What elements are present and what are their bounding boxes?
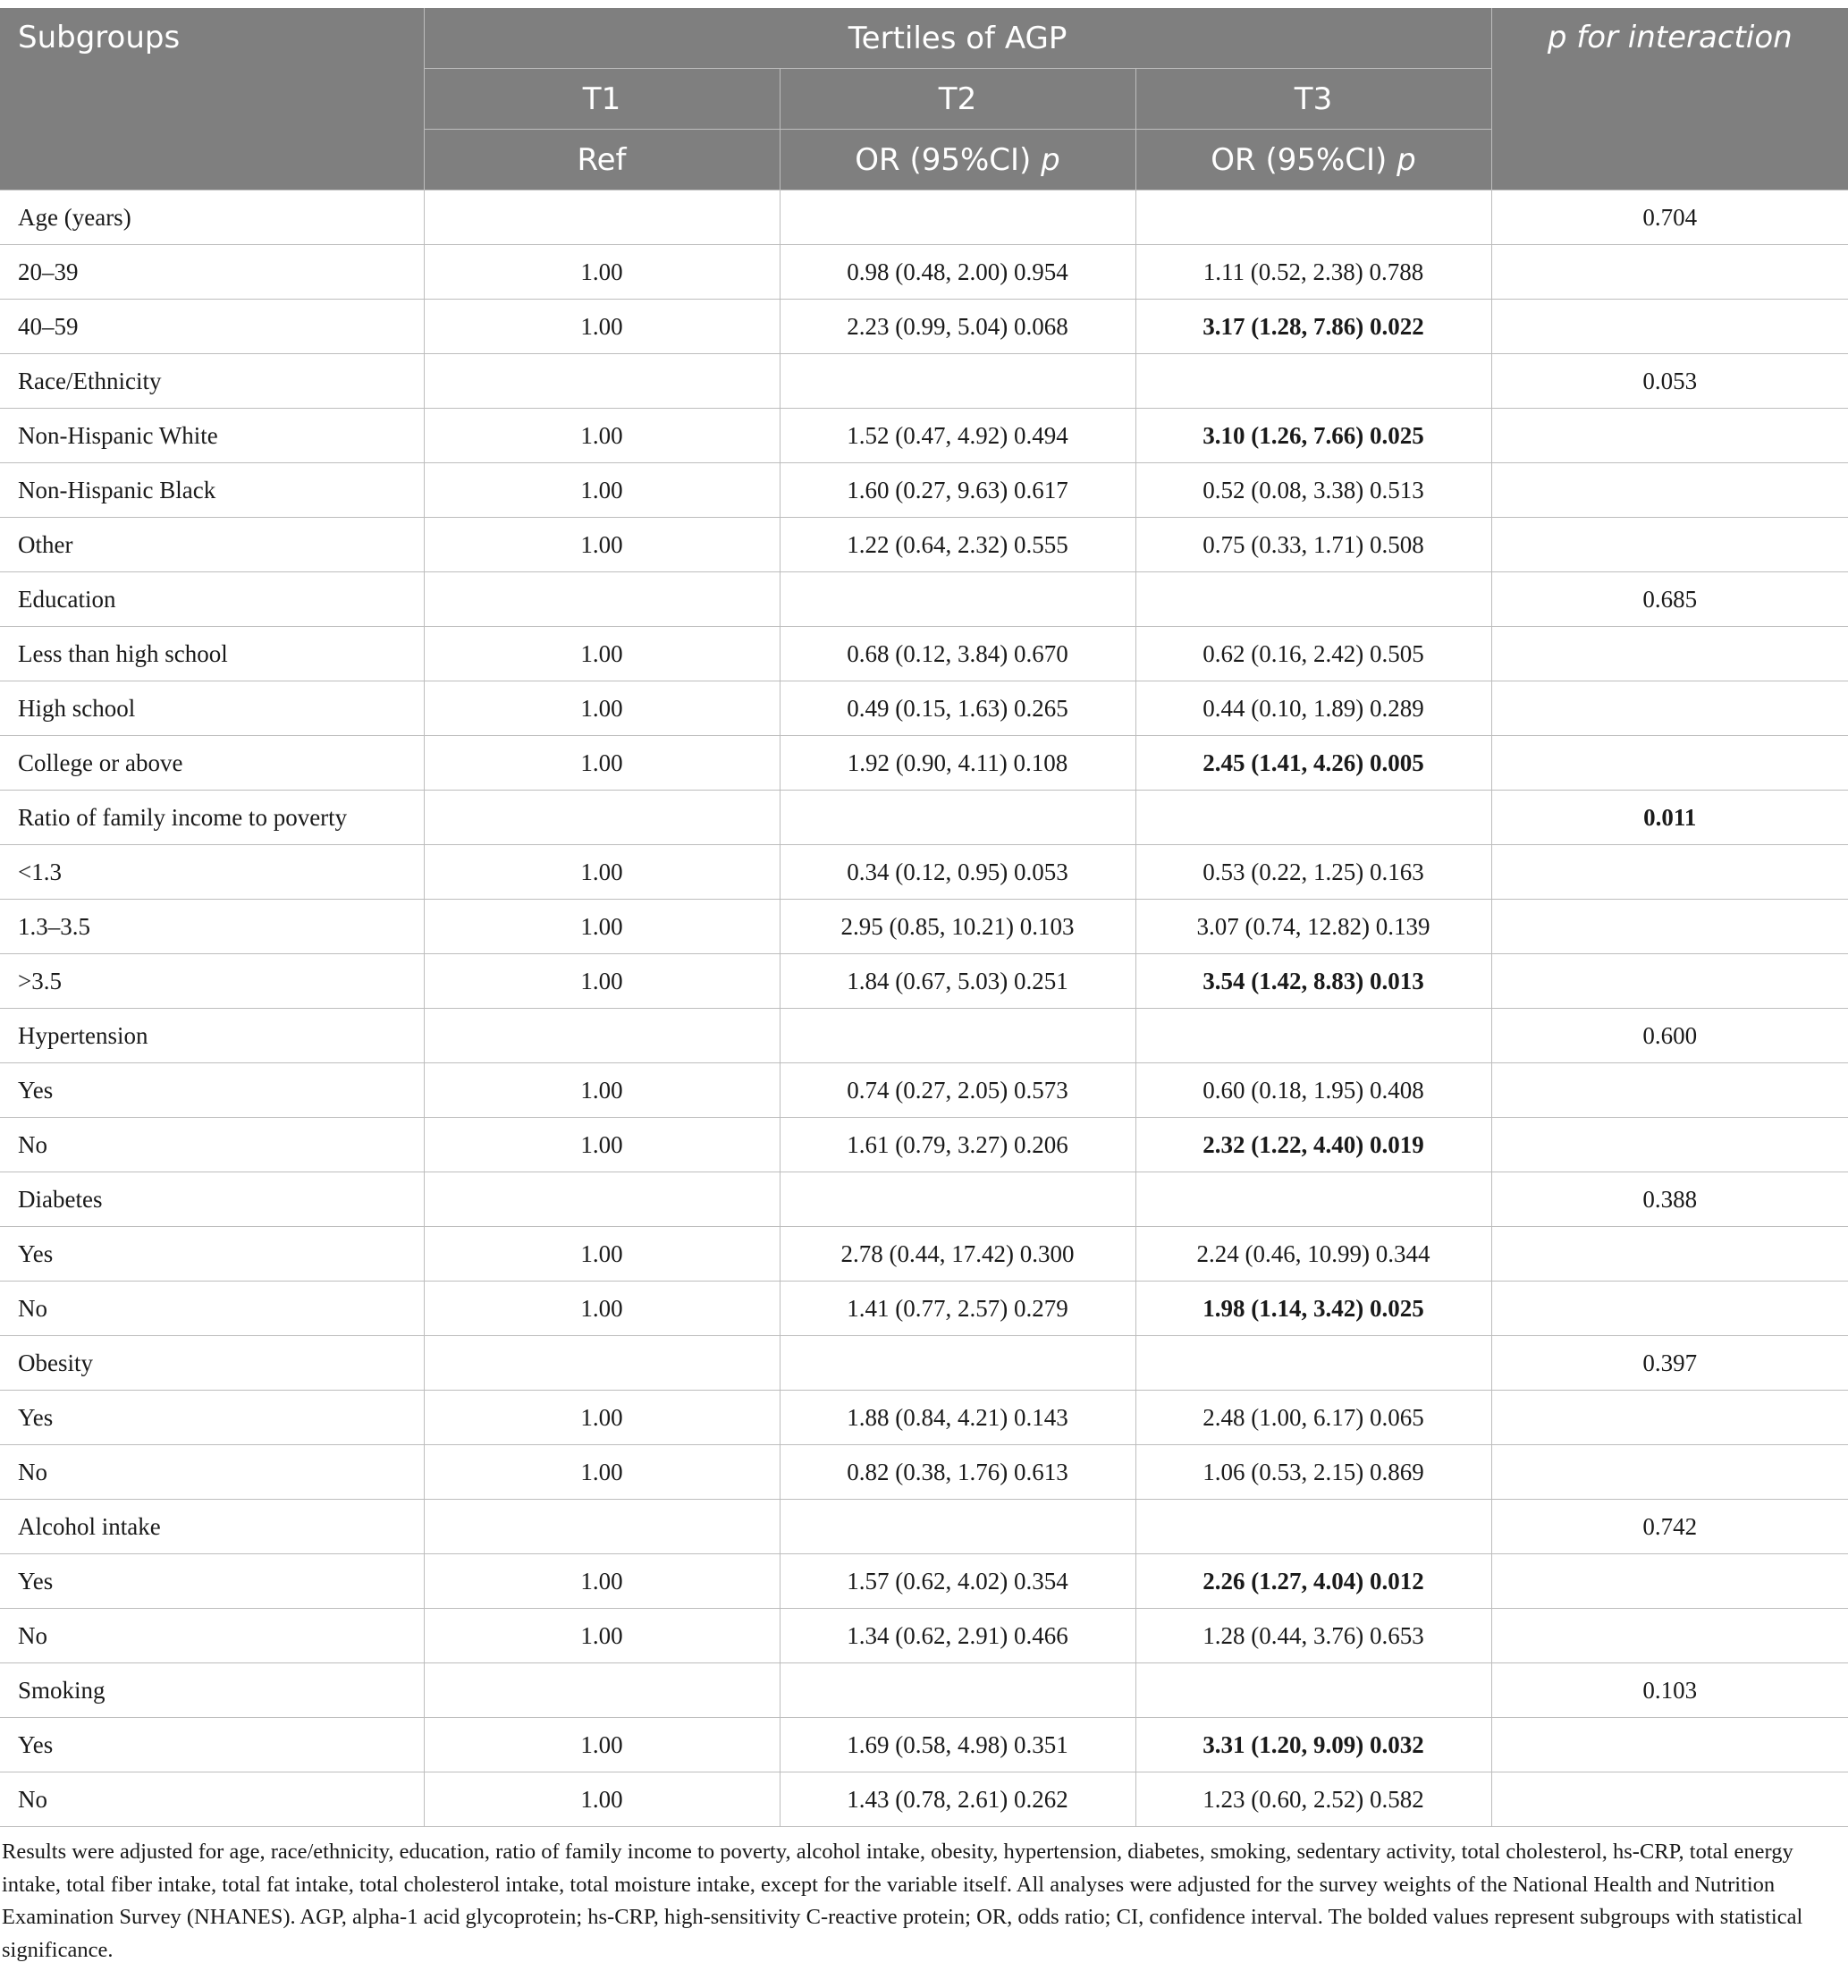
- table-row: [0, 1718, 1848, 1772]
- p-label: p: [1041, 141, 1060, 178]
- table-row: [0, 1063, 1848, 1118]
- subgroup-label-cell: Hypertension: [0, 1009, 424, 1063]
- subgroup-label-cell: Non-Hispanic White: [0, 409, 424, 463]
- subgroup-label-cell: Race/Ethnicity: [0, 354, 424, 409]
- t2-cell: 1.43 (0.78, 2.61) 0.262: [780, 1772, 1135, 1827]
- table-row: [0, 845, 1848, 900]
- t1-cell: 1.00: [424, 518, 780, 572]
- t3-cell: [1135, 190, 1491, 245]
- t2-cell: [780, 1336, 1135, 1391]
- t1-cell: 1.00: [424, 1227, 780, 1282]
- subgroup-label-cell: Ratio of family income to poverty: [0, 791, 424, 845]
- t2-cell: [780, 1500, 1135, 1554]
- t3-cell: [1135, 354, 1491, 409]
- t1-cell: 1.00: [424, 1391, 780, 1445]
- table-row: [0, 1336, 1848, 1391]
- t2-cell: 1.34 (0.62, 2.91) 0.466: [780, 1609, 1135, 1663]
- t2-cell: 0.98 (0.48, 2.00) 0.954: [780, 245, 1135, 300]
- table-row: [0, 354, 1848, 409]
- t1-cell: 1.00: [424, 900, 780, 954]
- p-interaction-cell: 0.053: [1491, 354, 1848, 409]
- table-row: [0, 1009, 1848, 1063]
- table-row: [0, 736, 1848, 791]
- t2-cell: 2.78 (0.44, 17.42) 0.300: [780, 1227, 1135, 1282]
- t1-cell: 1.00: [424, 1063, 780, 1118]
- t3-cell: [1135, 1009, 1491, 1063]
- table-row: [0, 1772, 1848, 1827]
- p-interaction-cell: [1491, 845, 1848, 900]
- t2-cell: 1.60 (0.27, 9.63) 0.617: [780, 463, 1135, 518]
- t2-cell: 2.95 (0.85, 10.21) 0.103: [780, 900, 1135, 954]
- t1-cell: 1.00: [424, 409, 780, 463]
- t2-cell: [780, 1172, 1135, 1227]
- or-ci-label: OR (95%CI): [1211, 141, 1397, 178]
- t3-cell: 2.32 (1.22, 4.40) 0.019: [1135, 1118, 1491, 1172]
- t2-cell: [780, 190, 1135, 245]
- table-row: [0, 463, 1848, 518]
- subgroup-label-cell: Education: [0, 572, 424, 627]
- t2-cell: 1.52 (0.47, 4.92) 0.494: [780, 409, 1135, 463]
- or-ci-label: OR (95%CI): [855, 141, 1042, 178]
- subgroup-label-cell: Yes: [0, 1718, 424, 1772]
- t1-cell: 1.00: [424, 245, 780, 300]
- t1-cell: 1.00: [424, 1445, 780, 1500]
- p-interaction-cell: [1491, 1554, 1848, 1609]
- table-row: [0, 1391, 1848, 1445]
- t1-cell: [424, 1009, 780, 1063]
- p-interaction-cell: [1491, 1118, 1848, 1172]
- table-row: [0, 1172, 1848, 1227]
- subgroup-label-cell: <1.3: [0, 845, 424, 900]
- subgroup-label-cell: No: [0, 1118, 424, 1172]
- p-interaction-cell: 0.685: [1491, 572, 1848, 627]
- subgroup-label-cell: Non-Hispanic Black: [0, 463, 424, 518]
- t3-cell: [1135, 1663, 1491, 1718]
- t1-cell: 1.00: [424, 954, 780, 1009]
- subgroup-label-cell: 1.3–3.5: [0, 900, 424, 954]
- subgroup-label-cell: Less than high school: [0, 627, 424, 681]
- subgroup-label-cell: Yes: [0, 1063, 424, 1118]
- t2-cell: 1.69 (0.58, 4.98) 0.351: [780, 1718, 1135, 1772]
- t1-cell: 1.00: [424, 1772, 780, 1827]
- subgroup-label-cell: High school: [0, 681, 424, 736]
- p-interaction-cell: [1491, 1445, 1848, 1500]
- p-interaction-cell: [1491, 1227, 1848, 1282]
- subgroup-label-cell: College or above: [0, 736, 424, 791]
- t1-cell: 1.00: [424, 627, 780, 681]
- t3-cell: 2.45 (1.41, 4.26) 0.005: [1135, 736, 1491, 791]
- p-interaction-cell: [1491, 1772, 1848, 1827]
- t1-cell: 1.00: [424, 463, 780, 518]
- table-row: [0, 190, 1848, 245]
- t3-cell: 1.98 (1.14, 3.42) 0.025: [1135, 1282, 1491, 1336]
- table-row: [0, 245, 1848, 300]
- subgroup-label-cell: >3.5: [0, 954, 424, 1009]
- t3-header: T3: [1135, 69, 1491, 130]
- t2-subheader: [780, 130, 1135, 190]
- p-interaction-cell: [1491, 1282, 1848, 1336]
- t3-cell: 3.31 (1.20, 9.09) 0.032: [1135, 1718, 1491, 1772]
- tertiles-header: Tertiles of AGP: [424, 8, 1491, 69]
- p-interaction-cell: [1491, 736, 1848, 791]
- p-interaction-cell: [1491, 300, 1848, 354]
- p-interaction-cell: 0.742: [1491, 1500, 1848, 1554]
- t3-cell: 0.62 (0.16, 2.42) 0.505: [1135, 627, 1491, 681]
- p-interaction-cell: [1491, 954, 1848, 1009]
- t3-cell: 1.28 (0.44, 3.76) 0.653: [1135, 1609, 1491, 1663]
- t3-cell: 0.53 (0.22, 1.25) 0.163: [1135, 845, 1491, 900]
- t2-cell: [780, 791, 1135, 845]
- t2-cell: [780, 572, 1135, 627]
- subgroups-header: Subgroups: [0, 8, 424, 190]
- p-label: p: [1397, 141, 1416, 178]
- p-interaction-cell: [1491, 681, 1848, 736]
- table-row: [0, 1500, 1848, 1554]
- t3-cell: 0.44 (0.10, 1.89) 0.289: [1135, 681, 1491, 736]
- t2-cell: [780, 1663, 1135, 1718]
- p-interaction-cell: [1491, 245, 1848, 300]
- table-body: [0, 190, 1848, 1827]
- t3-cell: [1135, 1500, 1491, 1554]
- subgroup-label-cell: Yes: [0, 1391, 424, 1445]
- table-row: [0, 572, 1848, 627]
- t1-cell: [424, 791, 780, 845]
- table-footnote: Results were adjusted for age, race/ethnicity, education, ratio of family income to poverty, alcohol intake, obesity, hypertension, diabetes, smoking, sedentary activity, total cholesterol, hs-CRP, total energy intake, total fiber intake, total fat intake, total cholesterol intake, total moisture intake, except for the variable itself. All analyses were adjusted for the survey weights of the National Health and Nutrition Examination Survey (NHANES). AGP, alpha-1 acid glycoprotein; hs-CRP, high-sensitivity C-reactive protein; OR, odds ratio; CI, confidence interval. The bolded values represent subgroups with statistical significance.: [2, 1840, 1803, 1962]
- t3-cell: 0.52 (0.08, 3.38) 0.513: [1135, 463, 1491, 518]
- t3-subheader: [1135, 130, 1491, 190]
- subgroup-label-cell: Smoking: [0, 1663, 424, 1718]
- p-interaction-cell: [1491, 518, 1848, 572]
- t1-cell: 1.00: [424, 300, 780, 354]
- table-row: [0, 1663, 1848, 1718]
- t3-cell: [1135, 791, 1491, 845]
- p-interaction-cell: 0.600: [1491, 1009, 1848, 1063]
- t3-cell: 2.24 (0.46, 10.99) 0.344: [1135, 1227, 1491, 1282]
- t2-cell: 0.82 (0.38, 1.76) 0.613: [780, 1445, 1135, 1500]
- t3-cell: 1.23 (0.60, 2.52) 0.582: [1135, 1772, 1491, 1827]
- t1-cell: [424, 354, 780, 409]
- subgroup-label-cell: Other: [0, 518, 424, 572]
- p-interaction-cell: 0.011: [1491, 791, 1848, 845]
- t2-cell: 1.92 (0.90, 4.11) 0.108: [780, 736, 1135, 791]
- table-row: [0, 518, 1848, 572]
- table-row: [0, 409, 1848, 463]
- t2-cell: [780, 354, 1135, 409]
- t3-cell: [1135, 1336, 1491, 1391]
- t2-cell: 2.23 (0.99, 5.04) 0.068: [780, 300, 1135, 354]
- table-row: [0, 300, 1848, 354]
- p-interaction-cell: [1491, 627, 1848, 681]
- t1-cell: 1.00: [424, 845, 780, 900]
- t1-cell: 1.00: [424, 1554, 780, 1609]
- table-row: [0, 681, 1848, 736]
- t3-cell: 2.48 (1.00, 6.17) 0.065: [1135, 1391, 1491, 1445]
- subgroup-analysis-table: [0, 8, 1848, 1827]
- t1-cell: [424, 190, 780, 245]
- t2-cell: 0.74 (0.27, 2.05) 0.573: [780, 1063, 1135, 1118]
- table-container: [0, 8, 1848, 1967]
- p-interaction-cell: [1491, 1718, 1848, 1772]
- p-interaction-cell: 0.397: [1491, 1336, 1848, 1391]
- t3-cell: [1135, 1172, 1491, 1227]
- p-interaction-cell: 0.704: [1491, 190, 1848, 245]
- t1-cell: 1.00: [424, 681, 780, 736]
- t3-cell: 1.06 (0.53, 2.15) 0.869: [1135, 1445, 1491, 1500]
- t1-cell: [424, 1663, 780, 1718]
- table-row: [0, 1118, 1848, 1172]
- subgroup-label-cell: Diabetes: [0, 1172, 424, 1227]
- subgroup-label-cell: Obesity: [0, 1336, 424, 1391]
- subgroup-label-cell: Yes: [0, 1227, 424, 1282]
- t2-cell: 0.68 (0.12, 3.84) 0.670: [780, 627, 1135, 681]
- t1-cell: 1.00: [424, 1609, 780, 1663]
- subgroup-label-cell: No: [0, 1609, 424, 1663]
- t2-cell: 1.61 (0.79, 3.27) 0.206: [780, 1118, 1135, 1172]
- p-interaction-cell: [1491, 1609, 1848, 1663]
- t1-subheader: Ref: [424, 130, 780, 190]
- t2-cell: 1.84 (0.67, 5.03) 0.251: [780, 954, 1135, 1009]
- subgroup-label-cell: No: [0, 1282, 424, 1336]
- t1-cell: 1.00: [424, 1718, 780, 1772]
- t3-cell: [1135, 572, 1491, 627]
- table-row: [0, 627, 1848, 681]
- t3-cell: 3.54 (1.42, 8.83) 0.013: [1135, 954, 1491, 1009]
- t1-cell: 1.00: [424, 1282, 780, 1336]
- table-row: [0, 1445, 1848, 1500]
- subgroup-label-cell: Yes: [0, 1554, 424, 1609]
- subgroup-label-cell: Age (years): [0, 190, 424, 245]
- p-interaction-cell: [1491, 409, 1848, 463]
- t3-cell: 0.75 (0.33, 1.71) 0.508: [1135, 518, 1491, 572]
- subgroup-label-cell: Alcohol intake: [0, 1500, 424, 1554]
- t2-cell: 1.57 (0.62, 4.02) 0.354: [780, 1554, 1135, 1609]
- t3-cell: 3.10 (1.26, 7.66) 0.025: [1135, 409, 1491, 463]
- t3-cell: 2.26 (1.27, 4.04) 0.012: [1135, 1554, 1491, 1609]
- subgroup-label-cell: 40–59: [0, 300, 424, 354]
- t3-cell: 3.17 (1.28, 7.86) 0.022: [1135, 300, 1491, 354]
- table-row: [0, 900, 1848, 954]
- p-interaction-cell: [1491, 463, 1848, 518]
- p-interaction-header: p for interaction: [1491, 8, 1848, 190]
- t1-cell: [424, 1172, 780, 1227]
- table-row: [0, 1227, 1848, 1282]
- t2-cell: 0.34 (0.12, 0.95) 0.053: [780, 845, 1135, 900]
- p-interaction-cell: 0.103: [1491, 1663, 1848, 1718]
- t2-cell: 1.22 (0.64, 2.32) 0.555: [780, 518, 1135, 572]
- t2-cell: 1.88 (0.84, 4.21) 0.143: [780, 1391, 1135, 1445]
- subgroup-label-cell: 20–39: [0, 245, 424, 300]
- t3-cell: 3.07 (0.74, 12.82) 0.139: [1135, 900, 1491, 954]
- subgroup-label-cell: No: [0, 1772, 424, 1827]
- t1-cell: [424, 1500, 780, 1554]
- table-row: [0, 1554, 1848, 1609]
- p-interaction-cell: 0.388: [1491, 1172, 1848, 1227]
- subgroup-label-cell: No: [0, 1445, 424, 1500]
- t1-cell: 1.00: [424, 736, 780, 791]
- table-header: [0, 8, 1848, 190]
- p-interaction-cell: [1491, 1063, 1848, 1118]
- table-row: [0, 791, 1848, 845]
- table-row: [0, 1609, 1848, 1663]
- t1-header: T1: [424, 69, 780, 130]
- t3-cell: 0.60 (0.18, 1.95) 0.408: [1135, 1063, 1491, 1118]
- p-interaction-cell: [1491, 900, 1848, 954]
- table-row: [0, 1282, 1848, 1336]
- table-row: [0, 954, 1848, 1009]
- p-interaction-cell: [1491, 1391, 1848, 1445]
- t1-cell: [424, 572, 780, 627]
- t2-cell: [780, 1009, 1135, 1063]
- t1-cell: 1.00: [424, 1118, 780, 1172]
- t2-header: T2: [780, 69, 1135, 130]
- t2-cell: 0.49 (0.15, 1.63) 0.265: [780, 681, 1135, 736]
- t3-cell: 1.11 (0.52, 2.38) 0.788: [1135, 245, 1491, 300]
- t1-cell: [424, 1336, 780, 1391]
- t2-cell: 1.41 (0.77, 2.57) 0.279: [780, 1282, 1135, 1336]
